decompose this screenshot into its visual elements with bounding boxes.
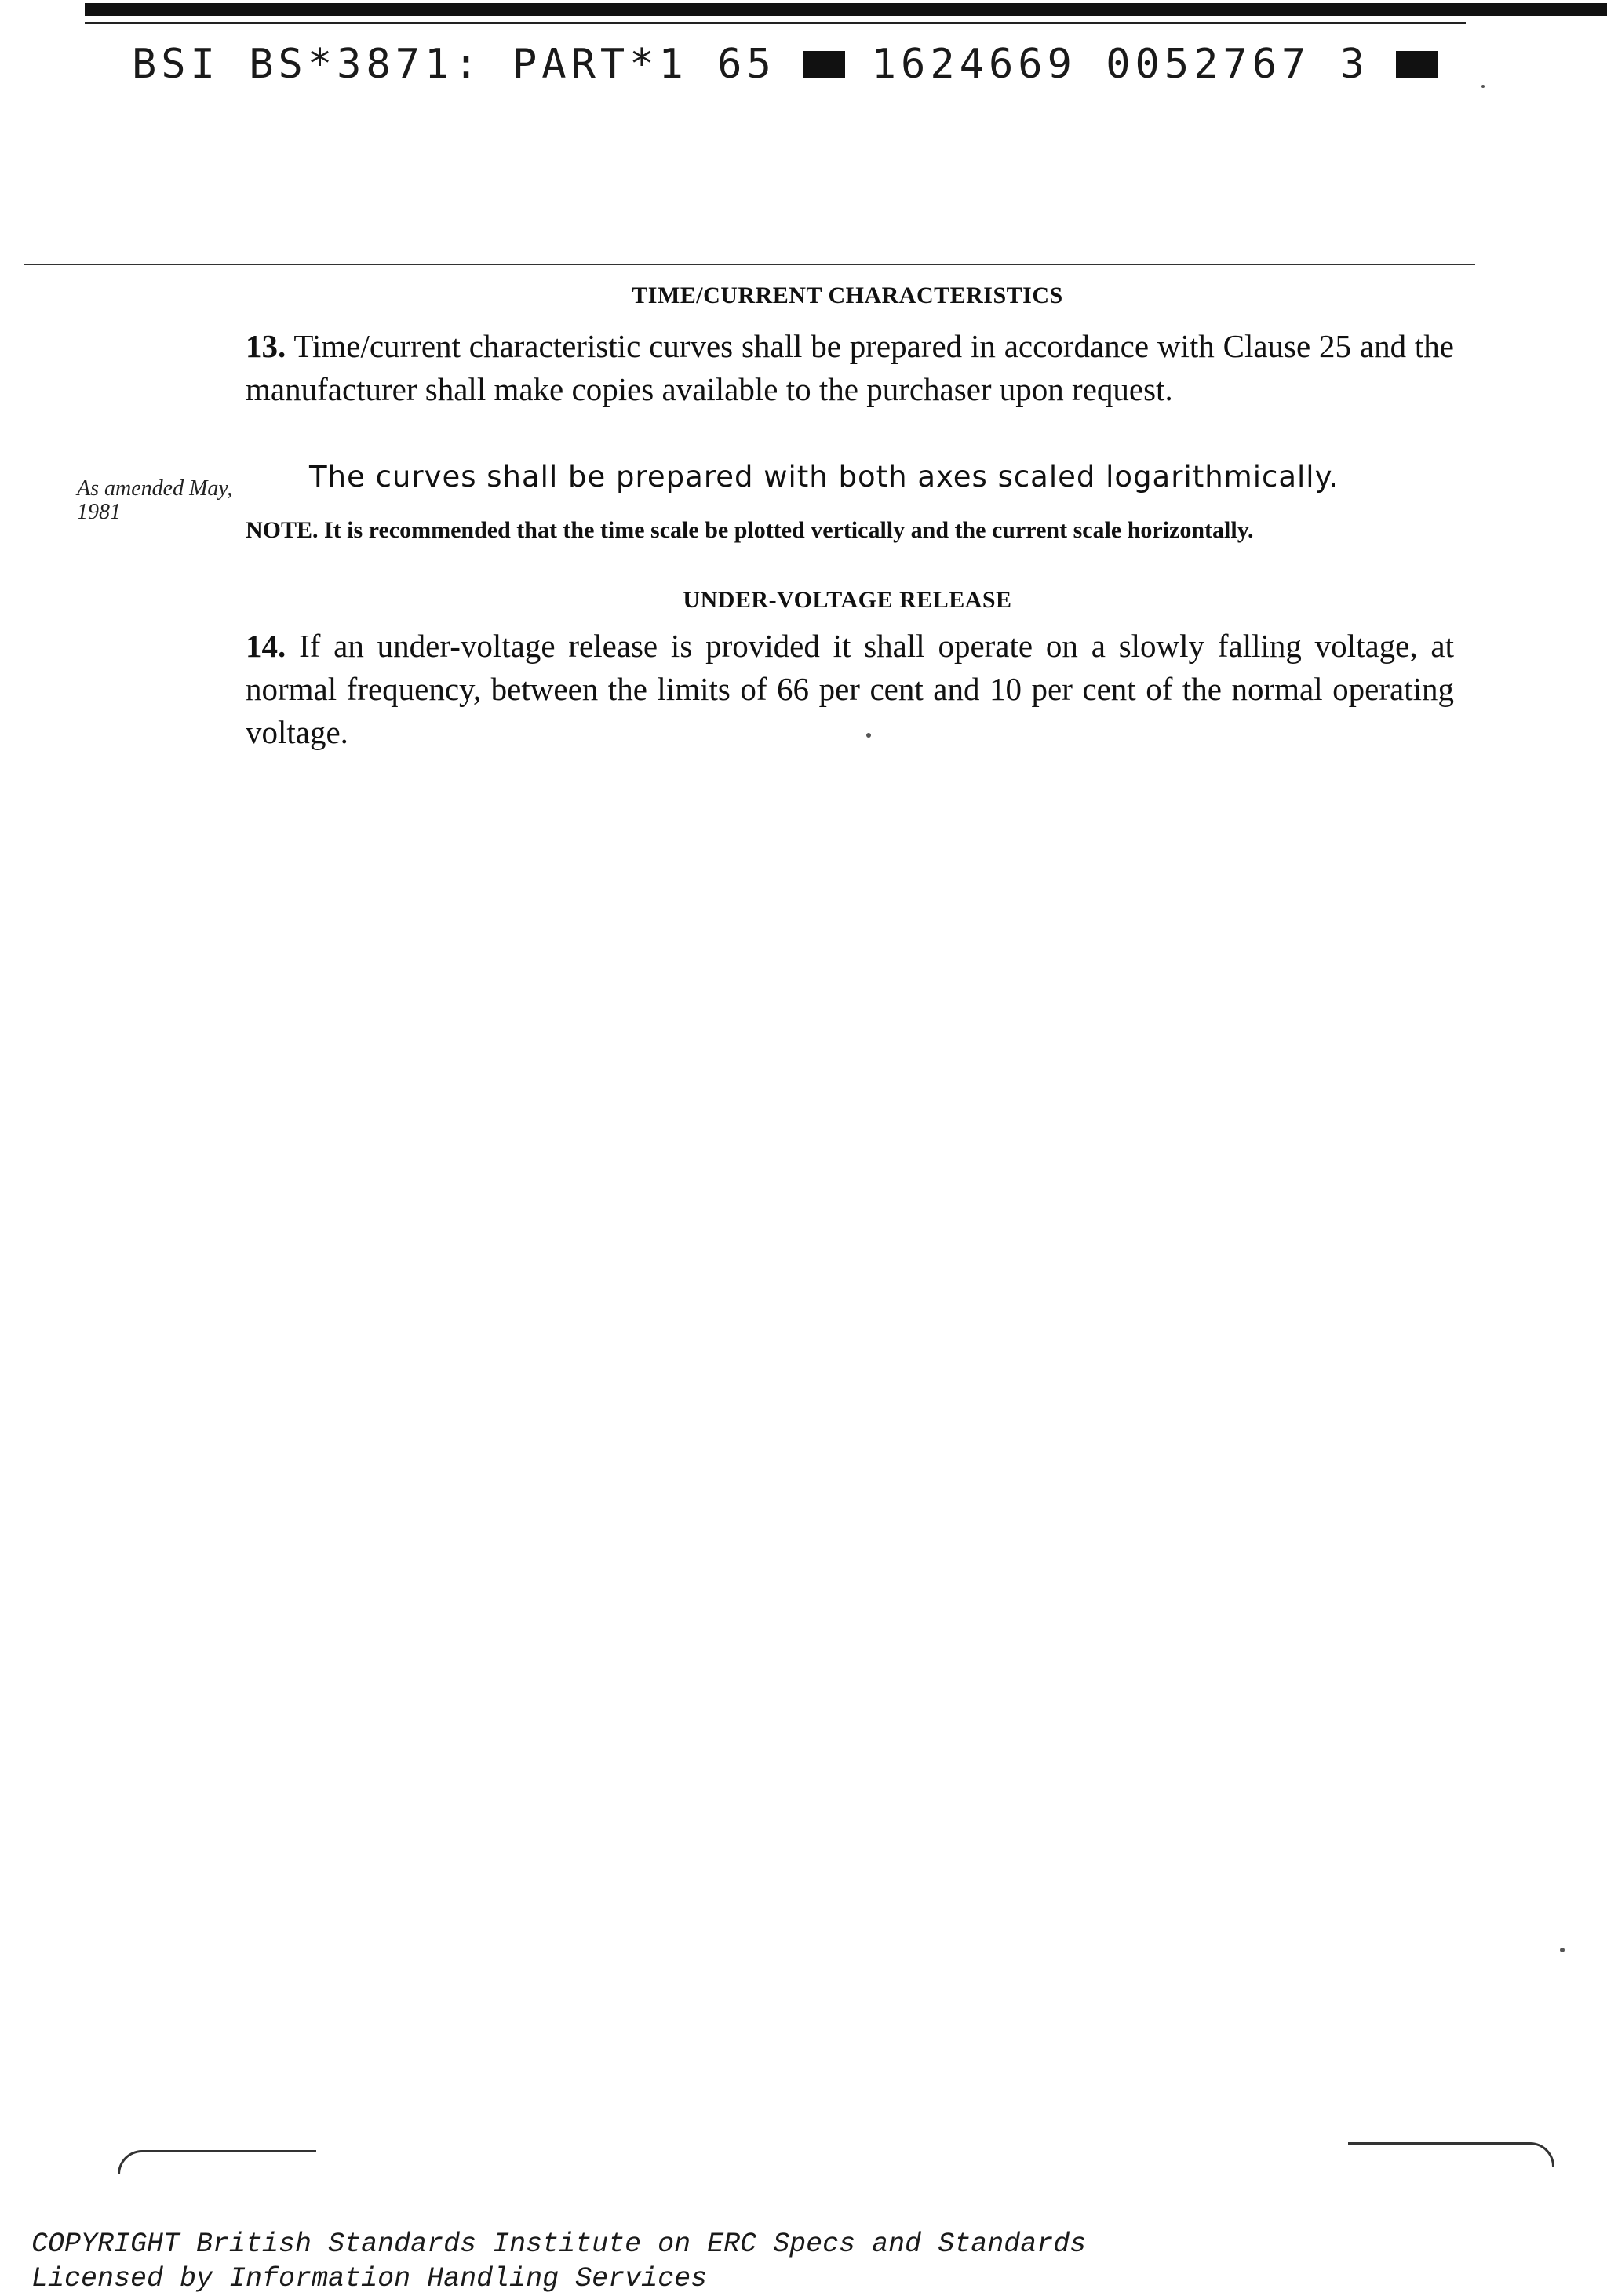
- top-border-line: [85, 22, 1466, 24]
- bottom-right-bracket: [1348, 2142, 1554, 2167]
- clause-13: [246, 325, 1454, 411]
- license-line: Licensed by Information Handling Services: [31, 2263, 708, 2294]
- scan-speck: [866, 733, 871, 738]
- document-code-prefix: BSI BS*3871: PART*1 65: [132, 41, 776, 88]
- note-paragraph: NOTE. It is recommended that the time scale be plotted vertically and the current scale horizontally.: [246, 517, 1254, 543]
- section-divider: [24, 264, 1475, 265]
- clause-14-text: If an under-voltage release is provided it shall operate on a slowly falling voltage, at normal frequency, between the limits of 66 per cent and 10 per cent of the normal operating voltage.: [246, 628, 1455, 750]
- redaction-block-mark-end: [1396, 51, 1438, 78]
- clause-14: [246, 625, 1454, 754]
- scan-speck: [1560, 1948, 1565, 1952]
- copyright-line: COPYRIGHT British Standards Institute on ERC Specs and Standards: [31, 2229, 1087, 2260]
- copyright-footer: [31, 2227, 1086, 2296]
- clause-14-number: 14.: [246, 628, 286, 664]
- document-code-serial: 1624669 0052767 3: [871, 41, 1369, 88]
- redaction-block-mark: [803, 51, 845, 78]
- section-heading-time-current: TIME/CURRENT CHARACTERISTICS: [632, 282, 1063, 308]
- scan-speck: [1481, 85, 1485, 88]
- amendment-margin-note: As amended May, 1981: [77, 476, 233, 524]
- bottom-left-bracket: [118, 2150, 316, 2174]
- section-heading-under-voltage: UNDER-VOLTAGE RELEASE: [683, 587, 1012, 613]
- clause-13-text: Time/current characteristic curves shall be prepared in accordance with Clause 25 and the manufacturer shall make copies available to the purchaser upon request.: [246, 328, 1454, 407]
- clause-13-number: 13.: [246, 328, 286, 364]
- document-code-header: [132, 41, 1465, 88]
- top-border-bar: [85, 3, 1607, 16]
- amendment-text: The curves shall be prepared with both axes scaled logarithmically.: [309, 460, 1339, 494]
